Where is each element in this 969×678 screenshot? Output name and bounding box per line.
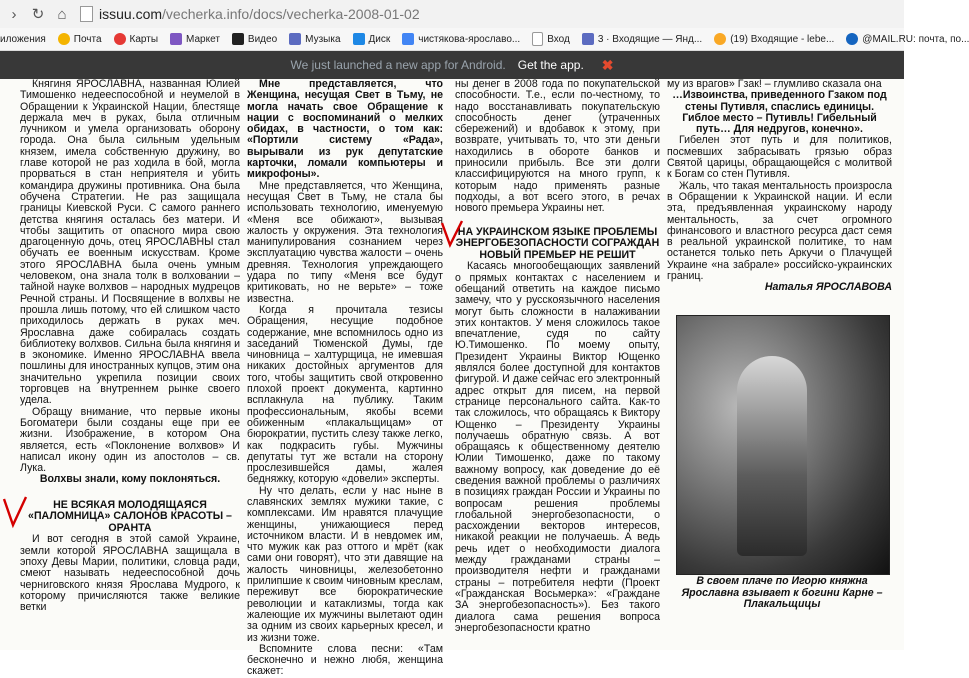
bookmarks-bar xyxy=(0,28,969,51)
bookmark-yandex-inbox[interactable]: 3 · Входящие — Янд... xyxy=(582,33,702,45)
paragraph: Гибелен этот путь и для политиков, посмевших забрасывать грязью образ Святой царицы, обращающейся с молитвой к Богам со стен Путивля. xyxy=(667,134,892,181)
bookmark-music[interactable]: Музыка xyxy=(289,33,340,45)
bookmark-disk[interactable]: Диск xyxy=(353,33,391,45)
mail-icon xyxy=(58,33,70,45)
disk-icon xyxy=(353,33,365,45)
forward-icon[interactable]: › xyxy=(11,5,17,23)
page-icon xyxy=(532,32,543,46)
article-column-4 xyxy=(667,79,892,294)
paragraph: Мне представляется, что Женщина, несущая Свет в Тьму, не могла начать свое Обращение к нации с воспоминаний о мелких обидах, в частности, о том как: «Портили систему «Рада», вырывали из рук депутатские карточки, ломали компьютеры и микрофоны». xyxy=(247,78,443,181)
red-check-mark xyxy=(2,495,28,529)
bookmark-maps[interactable]: Карты xyxy=(114,33,159,45)
paragraph: …Извоинства, приведенного Гзаком под стены Путивля, спаслись единицы. Гиблое место – Путивль! Гибельный путь… Для недругов, конечно». xyxy=(672,89,887,136)
bookmark-apps[interactable]: иложения xyxy=(0,33,46,45)
get-app-link[interactable]: Get the app. xyxy=(517,58,584,72)
paragraph: Касаясь многообещающих заявлений о прямых контактах с населением и обещаний ответить на каждое письмо замечу, что у русскоязычного населения могут быть сложности в налаживании этих контактов. У меня сложилось такое впечатление, судя по сайту Ю.Тимошенко. По моему опыту, Президент Украины Виктор Ющенко являлся более доступной для контактов фигурой. И даже сейчас его электронный адрес открыт для писем, на первой странице персонального сайта. Как-то так сложилось, что обращаясь к Виктору Ющенко – Президенту Украины получаешь обратную связь. А вот обращаясь к общественному деятелю Юлии Тимошенко, даже по такому важному вопросу, как доведение до её сведения важной проблемы о различиях в позициях граждан России и Украины по вопросам решения проблемы глобальной энергобезопасности, о расхождении векторов интересов, никакой реакции не получаешь. А ведь речь идет о необходимости диалога между гражданами страны – производителя нефти и гражданами страны – потребителя нефти (Проект «Гражданская Восьмерка»: «Граждане ЗА энергобезопасность»). Без такого диалога сама решения вопроса энергобезопасности кратно xyxy=(455,260,660,634)
author-signature: Наталья ЯРОСЛАВОВА xyxy=(764,281,892,294)
article-photo xyxy=(676,315,890,575)
section-headline: НА УКРАИНСКОМ ЯЗЫКЕ ПРОБЛЕМЫ ЭНЕРГОБЕЗОПАСНОСТИ СОГРАЖДАН НОВЫЙ ПРЕМЬЕР НЕ РЕШИТ xyxy=(455,225,660,261)
section-headline: НЕ ВСЯКАЯ МОЛОДЯЩАЯСЯ «ПАЛОМНИЦА» САЛОНОВ КРАСОТЫ – ОРАНТА xyxy=(28,498,232,534)
document-page xyxy=(0,78,904,678)
address-bar[interactable] xyxy=(80,6,420,22)
photo-caption: В своем плаче по Игорю княжна Ярославна взывает к богини Карне – Плакальщицы xyxy=(681,575,883,611)
figure-silhouette xyxy=(737,356,807,556)
paragraph: Обращу внимание, что первые иконы Богоматери были созданы еще при ее жизни. Изображение, в котором Она является, есть «Поклонение волхвов» И написал икону один из апостолов – св. Лука. xyxy=(20,405,240,475)
at-icon xyxy=(846,33,858,45)
bookmark-inbox[interactable]: (19) Входящие - lebe... xyxy=(714,33,834,45)
app-banner xyxy=(0,51,904,79)
close-icon[interactable]: ✖ xyxy=(601,56,614,73)
url-host: issuu.com xyxy=(99,6,163,22)
home-icon[interactable]: ⌂ xyxy=(57,5,67,23)
video-icon xyxy=(232,33,244,45)
google-icon xyxy=(402,33,414,45)
music-icon xyxy=(289,33,301,45)
reload-icon[interactable]: ↻ xyxy=(31,6,45,23)
paragraph: Когда я прочитала тезисы Обращения, несущие подобное содержание, мне вспомнилось одно из заседаний Тюменской Думы, где чиновница – халтурщица, не имевшая никаких достойных аргументов для того, чтобы защитить свой откровенно плохой проект документа, картинно всплакнула на публику. Таким профессиональным, якобы всеми обиженным «плакальщицам» от бюрократии, пустить слезу также легко, как подкрасить губы. Мужчины депутаты тут же встали на сторону прослезившейся дамы, жалея бедняжку, которую «довели» эксперты. xyxy=(247,303,443,486)
bookmark-video[interactable]: Видео xyxy=(232,33,277,45)
article-column-1 xyxy=(20,79,240,614)
paragraph: ны денег в 2008 года по покупательской способности. Т.е., если по-честному, то надо восстанавливать покупательскую способность денег (утраченных сбережений) и вдобавок к этому, при возврате, учитывать то, что эти деньги находились в обороте банков и приносили прибыль. Все эти долги классифицируются на много групп, к которым надо применять разные подходы, а вот всего этого, в речах нового премьера Украины нет. xyxy=(455,78,660,215)
paragraph: му из врагов» Гзак! – глумливо сказала она xyxy=(667,78,882,90)
article-column-3 xyxy=(455,79,660,634)
paragraph: Мне представляется, что Женщина, несущая Свет в Тьму, не стала бы использовать технологию, именуемую «Меня все обижают», вызывая жалость у окружения. Эта технология манипулирования сознанием через эксплуатацию чувства жалости – очень древняя. Технология упреждающего удара по типу «Меня все будут критиковать, но не верьте» – тоже известна. xyxy=(247,179,443,305)
paragraph: Волхвы знали, кому поклоняться. xyxy=(39,473,221,486)
envelope-icon xyxy=(582,33,594,45)
browser-toolbar xyxy=(0,0,904,28)
bookmark-mailru[interactable]: @MAIL.RU: почта, по... xyxy=(846,33,969,45)
paragraph: Жаль, что такая ментальность произросла в Обращении к Украинской нации. И если эта, предъявленная украинскому народу ментальность, за счет огромного финансового и властного ресурса даст семя в реальной украинской политике, то нам останется только петь Аркучи о Плачущей Украине «на забрале» российско-украинских границ. xyxy=(667,179,892,283)
paragraph: Княгиня ЯРОСЛАВНА, названная Юлией Тимошенко недееспособной и неумелой в Обращении к Украинской Нации, блестяще держала меч в руках, была отличным лучником и умела организовать оборону города. Она была сильным удельным князем, имела собственную дружину, во главе которой не раз ходила в бой, могла прорваться в стан неприятеля и убить командира дружины противника. Она была обучена Стратегии. Не раз защищала границы Киевской Руси. С самого раннего детства княгиня осталась без матери. И чтобы защитить от опасного мира свою драгоценную дочь, отец ЯРОСЛАВНЫ стал обучать ее военным искусствам. Кроме этого ЯРОСЛАВНА была очень умным человеком, она знала толк в волховании – тайной науке волхвов – народных мудрецов Речной страны. И Посвящение в волхвы не прошла лишь потому, что ей слишком часто приходилось держать в руках меч. Ярославна даже собиралась создать библиотеку волхвов. Сильна была княгиня и в экономике. Именно ЯРОСЛАВНА ввела пошлины для иностранных купцов, этим она значительно укрепила позиции своих торговцев на внутреннем рынке своего удела. xyxy=(20,78,240,407)
banner-message: We just launched a new app for Android. xyxy=(290,58,506,72)
red-check-mark xyxy=(440,219,464,249)
maps-icon xyxy=(114,33,126,45)
bookmark-login[interactable]: Вход xyxy=(532,32,570,46)
envelope-icon xyxy=(714,33,726,45)
paragraph: И вот сегодня в этой самой Украине, земли которой ЯРОСЛАВНА защищала в эпоху Девы Марии, политики, словца ради, смеют называть недееспособной дочь черниговского князя Ярослава Мудрого, к которому причисляются также великие ветки xyxy=(20,533,240,614)
market-icon xyxy=(170,33,182,45)
article-column-2 xyxy=(247,79,443,678)
url-path: /vecherka.info/docs/vecherka-2008-01-02 xyxy=(162,6,420,22)
page-icon xyxy=(80,6,93,22)
bookmark-mail[interactable]: Почта xyxy=(58,33,102,45)
paragraph: Ну что делать, если у нас ныне в славянских землях мужики такие, с комплексами. Им нравятся плачущие женщины, унижающиеся перед источником власти. И в невдомек им, что мужик как раз оттого и мрёт (как сами они говорят), что эти давящие на жалость чиновницы, железобетонно прилипшие к своим чиновным креслам, переживут все бюрократические революции и катаклизмы, тогда как жалеющие их мужчины вылетают один за одним из своих карьерных кресел, и из жизни тоже. xyxy=(247,484,443,644)
bookmark-market[interactable]: Маркет xyxy=(170,33,220,45)
paragraph: Вспомните слова песни: «Там бесконечно и нежно любя, женщина скажет: xyxy=(247,642,443,678)
bookmark-google[interactable]: чистякова-ярославо... xyxy=(402,33,520,45)
